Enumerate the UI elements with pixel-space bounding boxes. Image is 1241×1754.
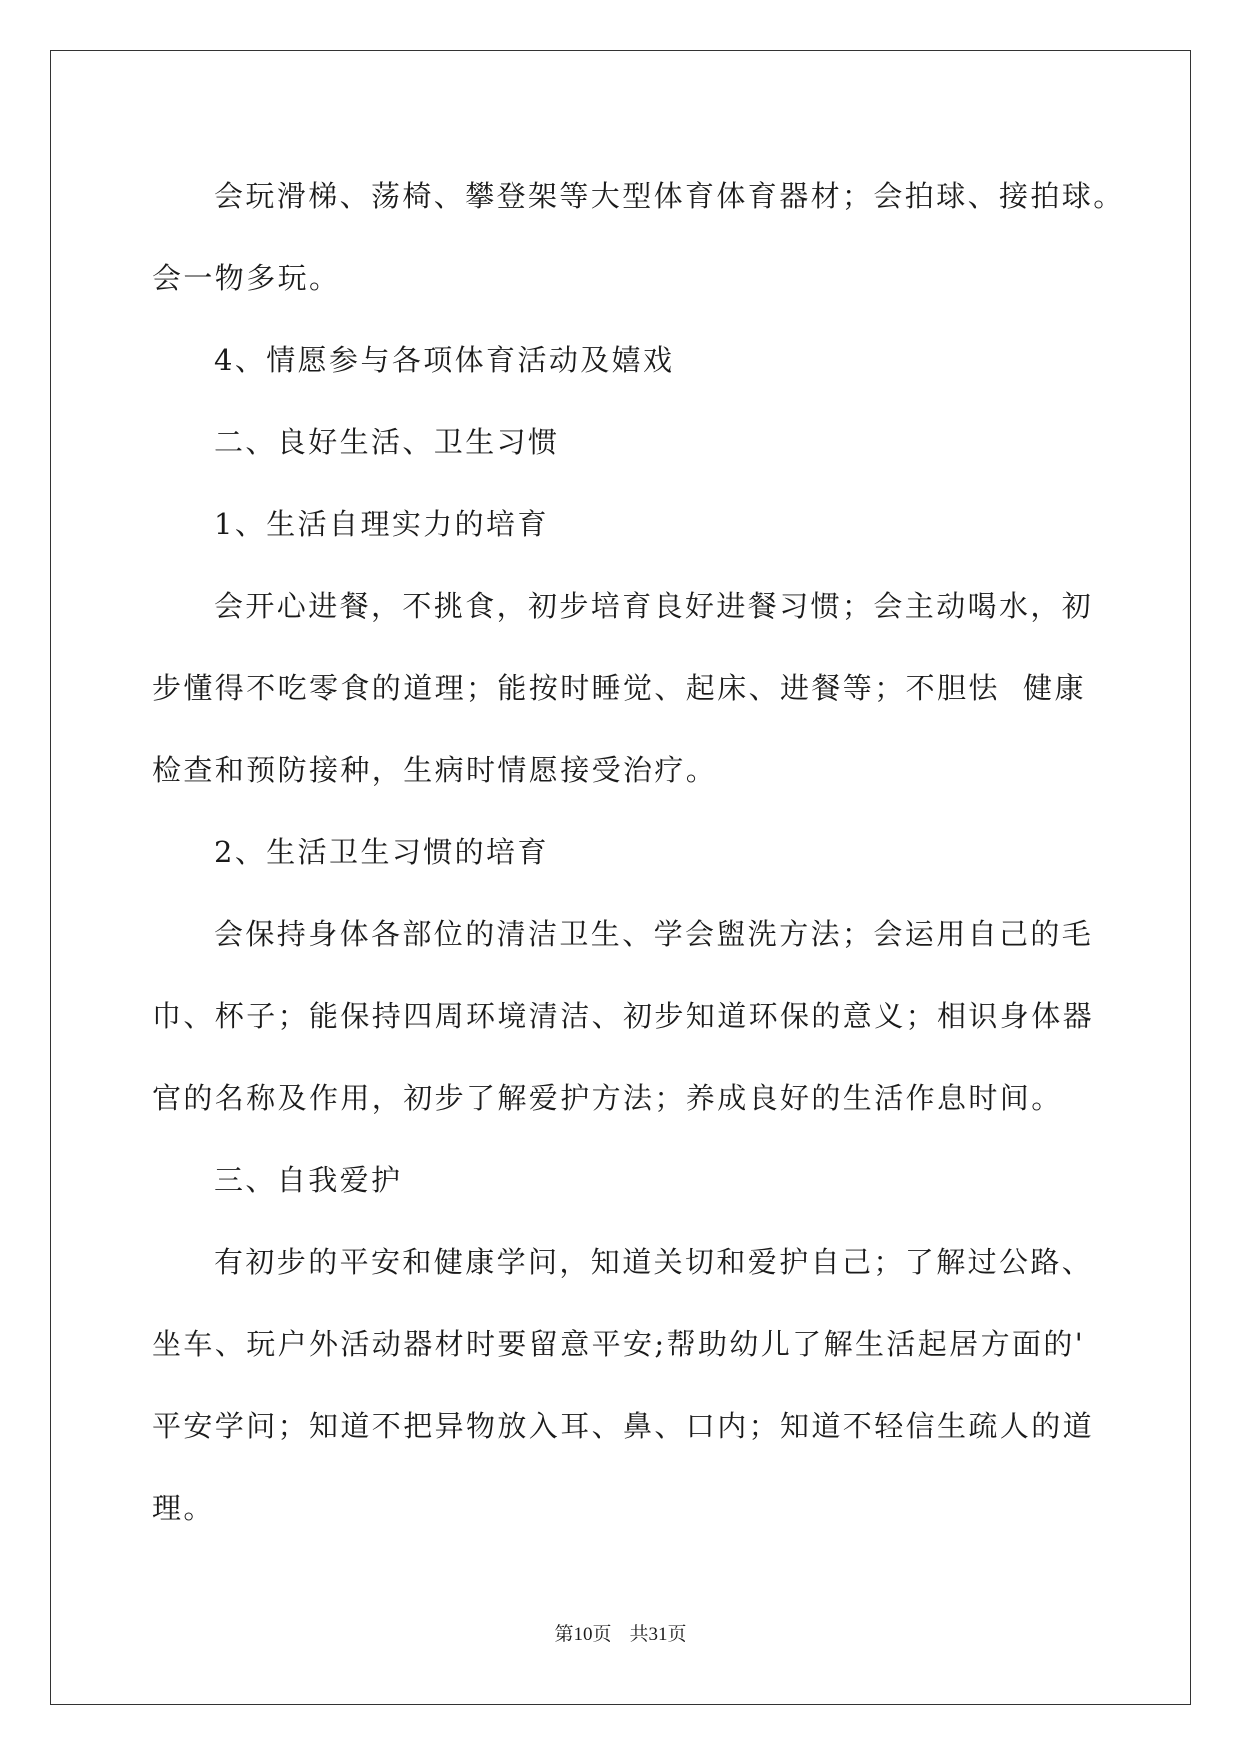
section-heading: 4、情愿参与各项体育活动及嬉戏 [214, 343, 675, 377]
section-heading: 二、良好生活、卫生习惯 [214, 425, 560, 459]
paragraph-line: 步懂得不吃零食的道理；能按时睡觉、起床、进餐等；不胆怯 健康 [152, 671, 1086, 705]
paragraph-line: 理。 [152, 1491, 215, 1525]
paragraph-line: 会保持身体各部位的清洁卫生、学会盥洗方法；会运用自己的毛 [214, 917, 1094, 951]
paragraph-line: 有初步的平安和健康学问，知道关切和爱护自己；了解过公路、 [214, 1245, 1094, 1279]
paragraph-line: 坐车、玩户外活动器材时要留意平安;帮助幼儿了解生活起居方面的' [152, 1327, 1086, 1361]
paragraph-line: 会开心进餐，不挑食，初步培育良好进餐习惯；会主动喝水，初 [214, 589, 1094, 623]
page-number: 第10页 [554, 1624, 612, 1645]
section-heading: 1、生活自理实力的培育 [214, 507, 549, 541]
section-heading: 2、生活卫生习惯的培育 [214, 835, 549, 869]
page-total: 共31页 [629, 1624, 687, 1645]
paragraph-line: 会玩滑梯、荡椅、攀登架等大型体育体育器材；会拍球、接拍球。 [214, 179, 1125, 213]
paragraph-line: 检查和预防接种，生病时情愿接受治疗。 [152, 753, 718, 787]
section-heading: 三、自我爱护 [214, 1163, 403, 1197]
paragraph-line: 会一物多玩。 [152, 261, 341, 295]
page-footer [0, 1623, 1241, 1647]
paragraph-line: 巾、杯子；能保持四周环境清洁、初步知道环保的意义；相识身体器 [152, 999, 1095, 1033]
document-body [152, 155, 1125, 1549]
paragraph-line: 官的名称及作用，初步了解爱护方法；养成良好的生活作息时间。 [152, 1081, 1063, 1115]
paragraph-line: 平安学问；知道不把异物放入耳、鼻、口内；知道不轻信生疏人的道 [152, 1409, 1095, 1443]
